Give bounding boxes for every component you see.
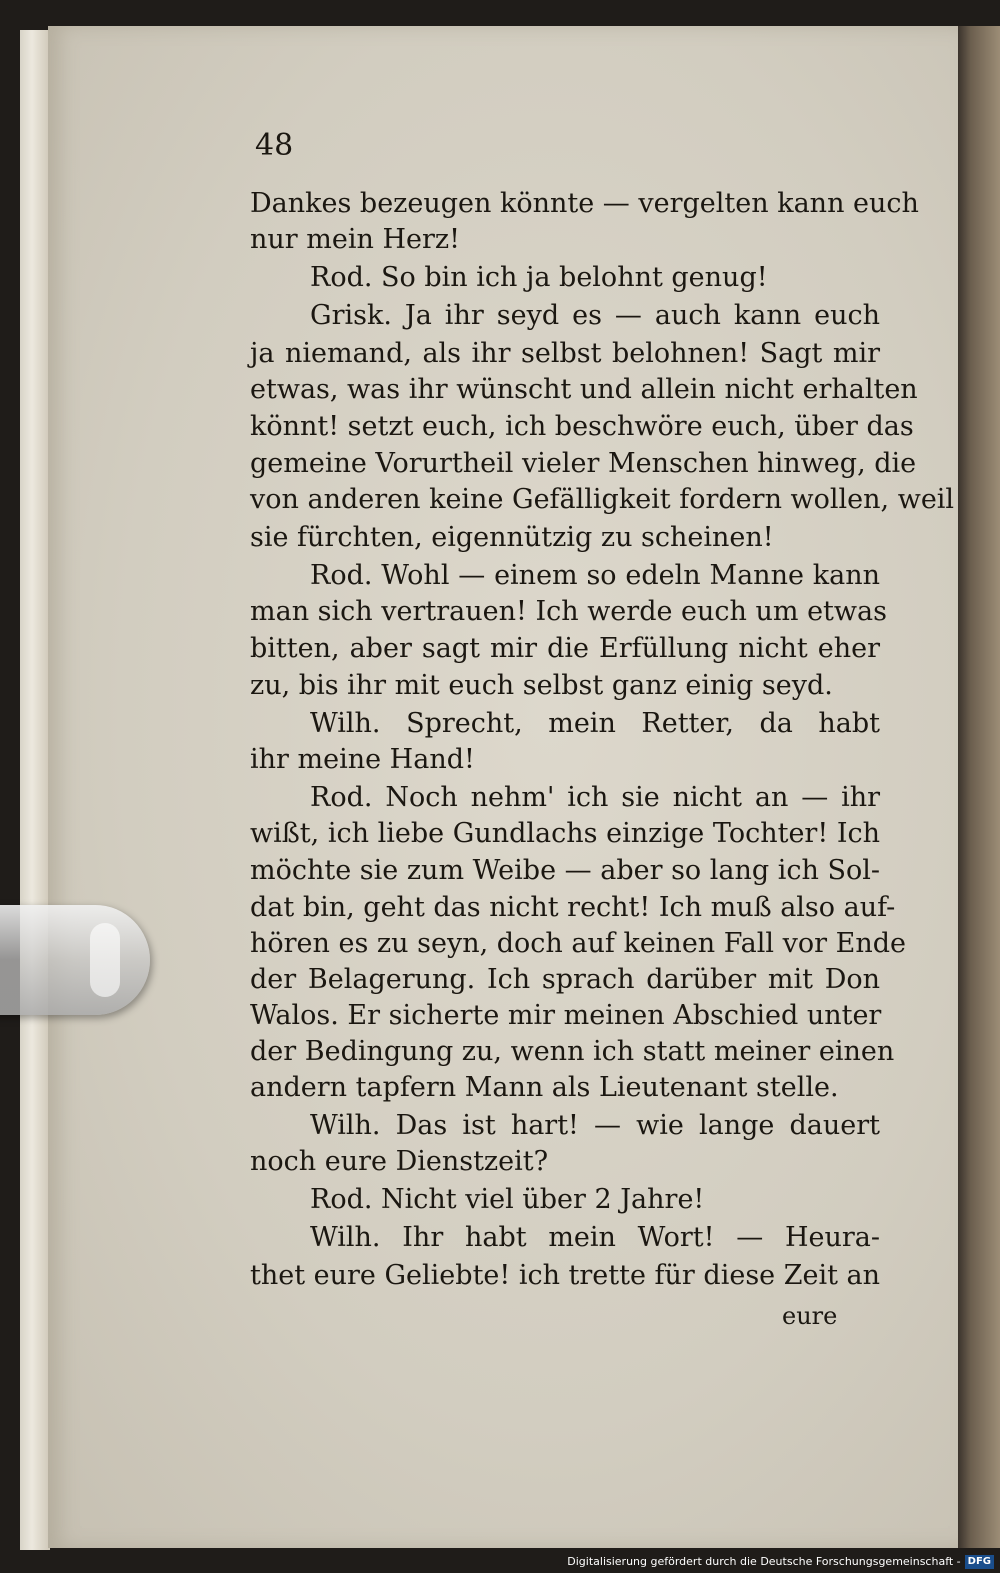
- catchword: eure: [782, 1302, 838, 1330]
- page-edge-left: [20, 30, 50, 1550]
- clip-shine: [90, 923, 120, 997]
- text-line: Dankes bezeugen könnte — vergelten kann euch: [250, 188, 919, 219]
- text-line: thet eure Geliebte! ich trette für diese Zeit an: [250, 1260, 881, 1291]
- digitization-footer: [567, 1553, 994, 1571]
- text-line: noch eure Dienstzeit?: [250, 1146, 549, 1177]
- text-line: etwas, was ihr wünscht und allein nicht erhalten: [250, 374, 918, 405]
- footer-text: Digitalisierung gefördert durch die Deutsche Forschungsgemeinschaft -: [567, 1555, 961, 1568]
- text-line: Rod. Nicht viel über 2 Jahre!: [310, 1184, 705, 1215]
- text-line: Walos. Er sicherte mir meinen Abschied unter: [250, 1000, 882, 1031]
- text-line: Rod. So bin ich ja belohnt genug!: [310, 262, 768, 293]
- text-line: von anderen keine Gefälligkeit fordern wollen, weil: [250, 484, 955, 515]
- text-line: Rod. Noch nehm' ich sie nicht an — ihr: [310, 782, 880, 813]
- text-line: gemeine Vorurtheil vieler Menschen hinweg, die: [250, 448, 917, 479]
- dfg-logo-icon: DFG: [965, 1555, 994, 1569]
- text-line: sie fürchten, eigennützig zu scheinen!: [250, 522, 774, 553]
- text-line: ihr meine Hand!: [250, 744, 475, 775]
- text-line: könnt! setzt euch, ich beschwöre euch, über das: [250, 411, 914, 442]
- text-line: nur mein Herz!: [250, 224, 460, 255]
- text-line: Wilh. Sprecht, mein Retter, da habt: [310, 708, 880, 739]
- text-line: hören es zu seyn, doch auf keinen Fall vor Ende: [250, 928, 906, 959]
- page-number: 48: [255, 128, 294, 163]
- text-line: andern tapfern Mann als Lieutenant stelle.: [250, 1072, 839, 1103]
- text-line: Wilh. Ihr habt mein Wort! — Heura-: [310, 1222, 880, 1253]
- text-line: Grisk. Ja ihr seyd es — auch kann euch: [310, 300, 880, 331]
- text-line: bitten, aber sagt mir die Erfüllung nicht eher: [250, 633, 880, 664]
- text-line: ja niemand, als ihr selbst belohnen! Sagt mir: [250, 338, 880, 369]
- page-clip: [0, 905, 150, 1015]
- text-line: man sich vertrauen! Ich werde euch um etwas: [250, 596, 887, 627]
- binding-edge-right: [958, 26, 1000, 1548]
- text-line: möchte sie zum Weibe — aber so lang ich Sol-: [250, 855, 880, 886]
- text-line: zu, bis ihr mit euch selbst ganz einig seyd.: [250, 670, 833, 701]
- text-line: Rod. Wohl — einem so edeln Manne kann: [310, 560, 880, 591]
- text-line: dat bin, geht das nicht recht! Ich muß also auf-: [250, 892, 896, 923]
- text-line: der Belagerung. Ich sprach darüber mit Don: [250, 964, 880, 995]
- text-line: Wilh. Das ist hart! — wie lange dauert: [310, 1110, 880, 1141]
- text-line: der Bedingung zu, wenn ich statt meiner einen: [250, 1036, 895, 1067]
- text-line: wißt, ich liebe Gundlachs einzige Tochter! Ich: [250, 818, 880, 849]
